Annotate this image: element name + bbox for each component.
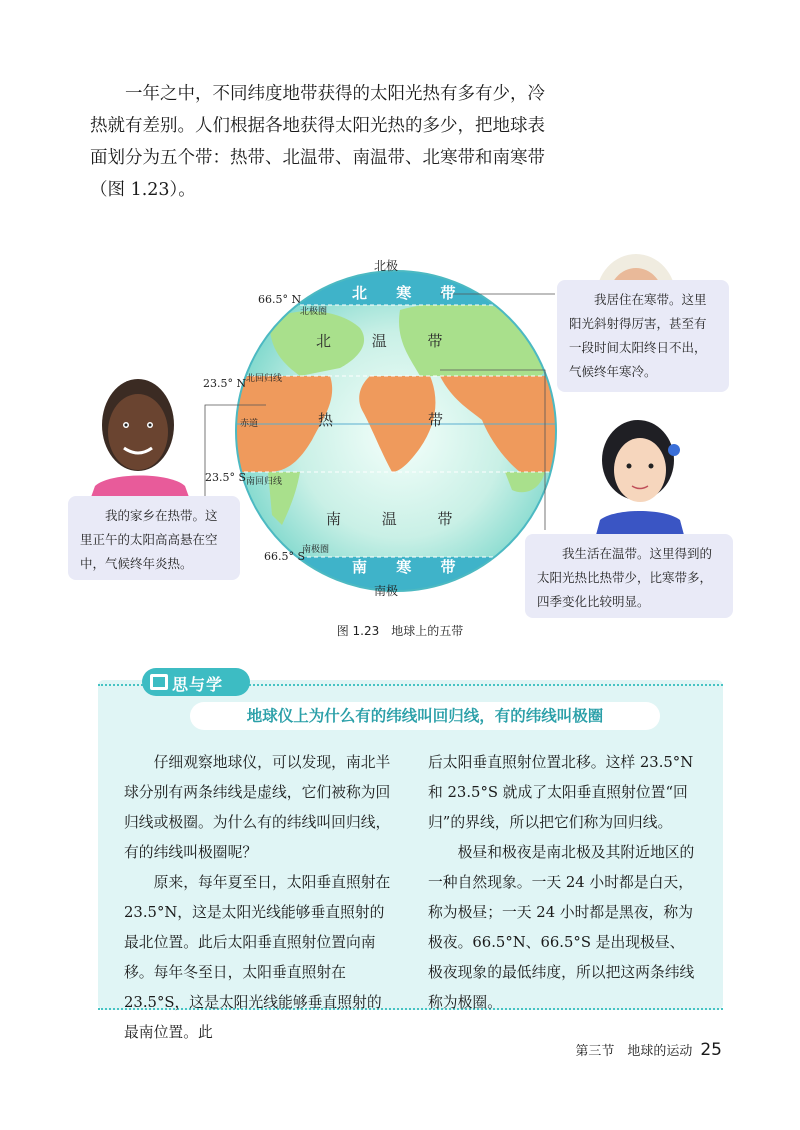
- character-tropical-avatar: [90, 379, 190, 500]
- speech-tropical-text: 我的家乡在热带。这里正午的太阳高高悬在空中，气候终年炎热。: [80, 508, 218, 571]
- lat-23n-label: 23.5° N: [203, 377, 247, 390]
- five-zones-figure: [0, 250, 800, 650]
- antarctic-circle-label: 南极圈: [302, 545, 330, 555]
- zone-south-frigid: 南 寒 带: [352, 558, 468, 576]
- speech-temperate-text: 我生活在温带。这里得到的太阳光热比热带少，比寒带多，四季变化比较明显。: [537, 546, 713, 609]
- speech-bubble-temperate: [525, 534, 733, 618]
- tropic-capricorn-label: 南回归线: [246, 477, 283, 487]
- zone-tropical-left: 热: [318, 411, 352, 429]
- zone-tropical-right: 带: [428, 411, 462, 429]
- zone-north-temperate: 北 温 带: [316, 332, 461, 350]
- arctic-circle-label: 北极圈: [300, 307, 328, 317]
- lat-23s-label: 23.5° S: [205, 471, 247, 484]
- intro-paragraph: 一年之中，不同纬度地带获得的太阳光热有多有少，冷热就有差别。人们根据各地获得太阳光热的多少，把地球表面划分为五个带：热带、北温带、南温带、北寒带和南寒带（图 1.23）。: [90, 84, 545, 200]
- footer-section-title: 第三节 地球的运动: [575, 1044, 693, 1059]
- think-left-para-1: 仔细观察地球仪，可以发现，南北半球分别有两条纬线是虚线，它们被称为回归线或极圈。为什么有的纬线叫回归线，有的纬线叫极圈呢？: [124, 754, 391, 861]
- speech-frigid-text: 我居住在寒带。这里阳光斜射得厉害，甚至有一段时间太阳终日不出，气候终年寒冷。: [569, 292, 707, 379]
- zone-south-temperate: 南 温 带: [326, 510, 471, 528]
- speech-bubble-frigid: [557, 280, 729, 392]
- equator-label: 赤道: [240, 419, 259, 429]
- tropic-cancer-label: 北回归线: [246, 374, 283, 384]
- think-left-para-2: 原来，每年夏至日，太阳垂直照射在 23.5°N，这是太阳光线能够垂直照射的最北位置。此后太阳垂直照射位置向南移。每年冬至日，太阳垂直照射在 23.5°S，这是太阳光线能够垂直照射的最南位置。此: [124, 874, 391, 1041]
- page-footer: [575, 1040, 722, 1060]
- north-pole-label: 北极: [374, 259, 399, 273]
- think-left-column: [124, 748, 392, 1048]
- figure-caption: 图 1.23 地球上的五带: [336, 624, 464, 638]
- think-right-para-2: 极昼和极夜是南北极及其附近地区的一种自然现象。一天 24 小时都是白天，称为极昼；一天 24 小时都是黑夜，称为极夜。66.5°N、66.5°S 是出现极昼、极夜现象的最低纬度，所以把这两条纬线称为极圈。: [428, 844, 695, 1011]
- book-icon: [146, 669, 172, 695]
- character-temperate-avatar: [596, 420, 684, 535]
- lat-66s-label: 66.5° S: [264, 550, 306, 563]
- intro-text: [90, 78, 560, 206]
- think-question-title: 地球仪上为什么有的纬线叫回归线，有的纬线叫极圈: [190, 702, 660, 730]
- think-right-column: [428, 748, 696, 1018]
- speech-bubble-tropical: [68, 496, 240, 580]
- lat-66n-label: 66.5° N: [258, 293, 302, 306]
- think-right-para-1: 后太阳垂直照射位置北移。这样 23.5°N 和 23.5°S 就成了太阳垂直照射位置“回归”的界线，所以把它们称为回归线。: [428, 754, 694, 831]
- zone-north-frigid: 北 寒 带: [352, 284, 468, 302]
- think-learn-badge-label: 思与学: [172, 675, 224, 694]
- south-pole-label: 南极: [374, 584, 399, 598]
- page-number: 25: [700, 1040, 722, 1060]
